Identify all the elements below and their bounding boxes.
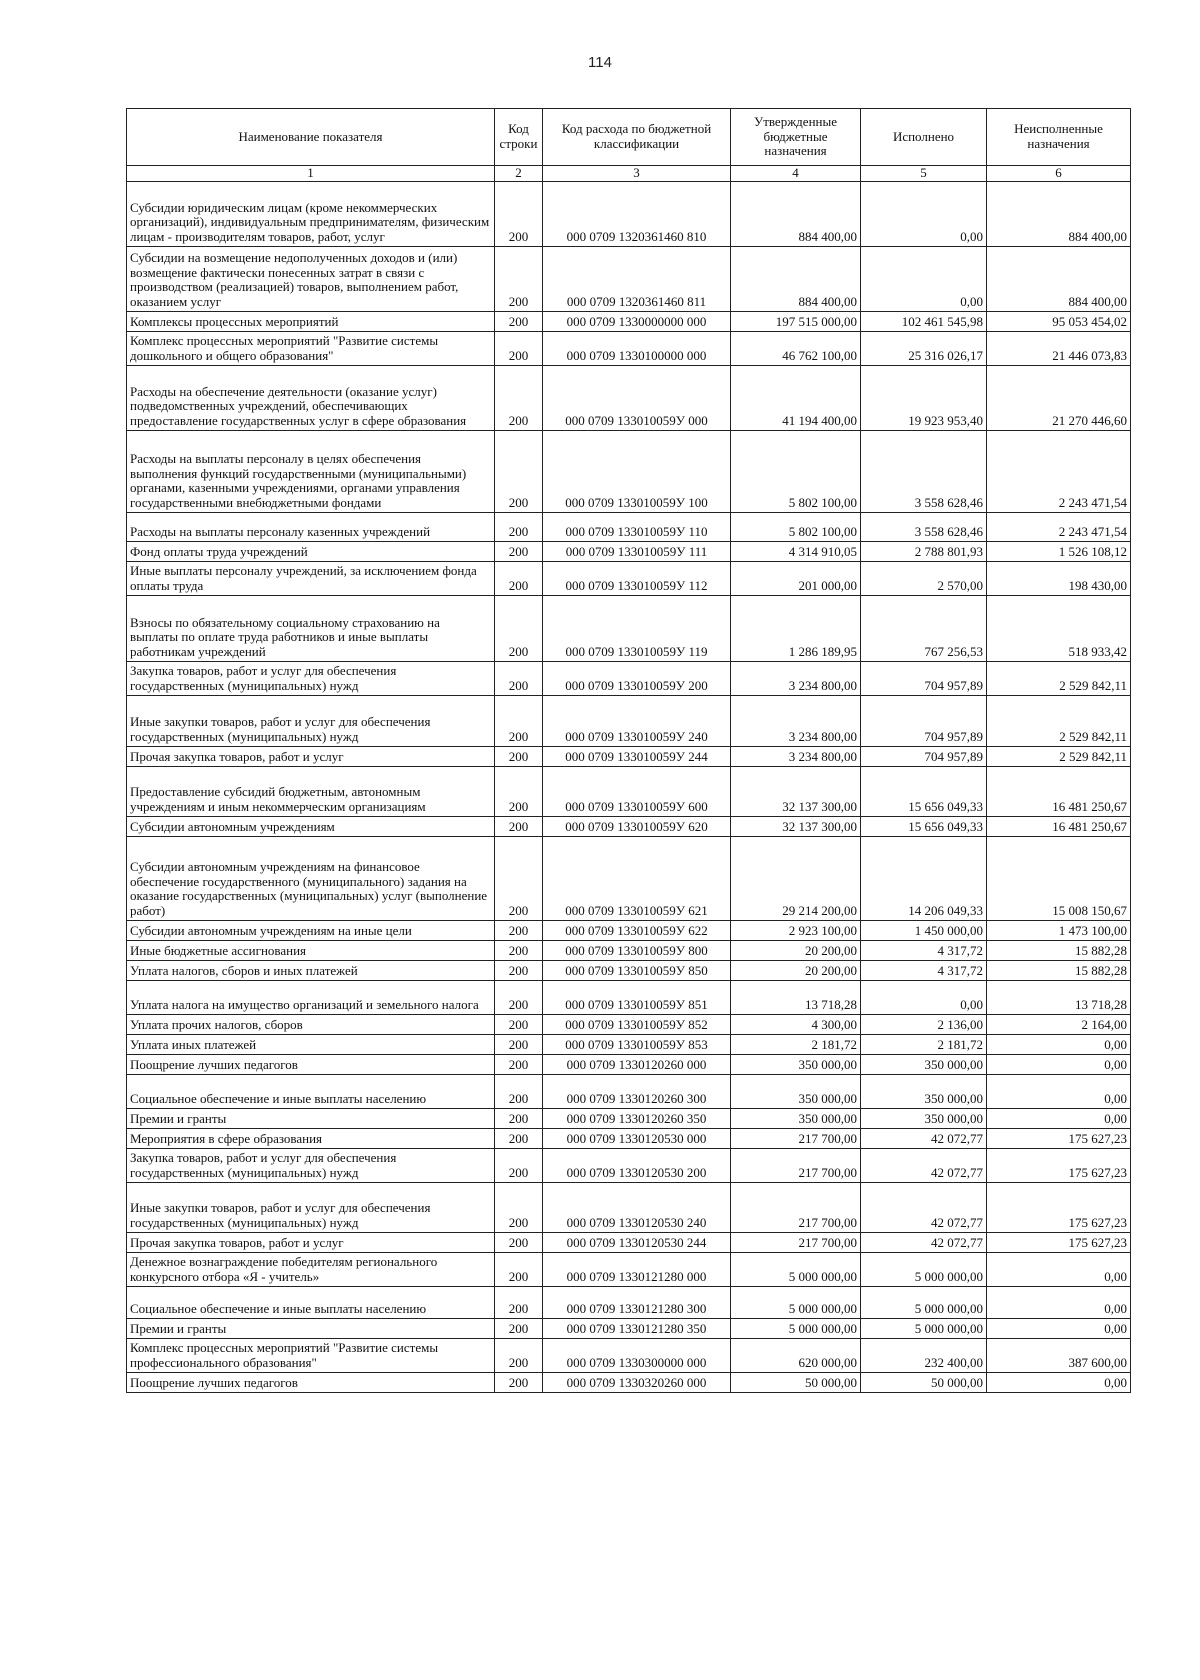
line-code-cell: 200	[495, 766, 543, 816]
table-row	[127, 695, 1131, 746]
column-number: 4	[731, 166, 861, 182]
executed-amount-cell: 50 000,00	[861, 1372, 987, 1392]
classification-code-cell: 000 0709 133010059У 622	[543, 920, 731, 940]
executed-amount-cell: 102 461 545,98	[861, 311, 987, 331]
indicator-name-cell: Субсидии автономным учреждениям на иные цели	[127, 920, 495, 940]
approved-amount-cell: 5 000 000,00	[731, 1252, 861, 1286]
header-indicator-name: Наименование показателя	[127, 109, 495, 166]
indicator-name-cell: Комплексы процессных мероприятий	[127, 311, 495, 331]
header-approved: Утвержденные бюджетные назначения	[731, 109, 861, 166]
table-row	[127, 365, 1131, 430]
approved-amount-cell: 4 300,00	[731, 1014, 861, 1034]
executed-amount-cell: 42 072,77	[861, 1182, 987, 1232]
unexecuted-amount-cell: 21 270 446,60	[987, 365, 1131, 430]
line-code-cell: 200	[495, 1318, 543, 1338]
indicator-name-cell: Субсидии на возмещение недополученных доходов и (или) возмещение фактически понесенных затрат в связи с производством (реализацией) товаров, выполнением работ, оказанием услуг	[127, 246, 495, 311]
header-executed: Исполнено	[861, 109, 987, 166]
line-code-cell: 200	[495, 661, 543, 695]
unexecuted-amount-cell: 0,00	[987, 1074, 1131, 1108]
line-code-cell: 200	[495, 311, 543, 331]
indicator-name-cell: Прочая закупка товаров, работ и услуг	[127, 1232, 495, 1252]
table-row	[127, 1128, 1131, 1148]
unexecuted-amount-cell: 387 600,00	[987, 1338, 1131, 1372]
line-code-cell: 200	[495, 1128, 543, 1148]
indicator-name-cell: Премии и гранты	[127, 1108, 495, 1128]
approved-amount-cell: 41 194 400,00	[731, 365, 861, 430]
executed-amount-cell: 2 136,00	[861, 1014, 987, 1034]
line-code-cell: 200	[495, 1054, 543, 1074]
executed-amount-cell: 2 570,00	[861, 561, 987, 595]
indicator-name-cell: Иные бюджетные ассигнования	[127, 940, 495, 960]
executed-amount-cell: 42 072,77	[861, 1232, 987, 1252]
classification-code-cell: 000 0709 1330300000 000	[543, 1338, 731, 1372]
classification-code-cell: 000 0709 133010059У 200	[543, 661, 731, 695]
approved-amount-cell: 217 700,00	[731, 1128, 861, 1148]
unexecuted-amount-cell: 15 882,28	[987, 940, 1131, 960]
table-row	[127, 1108, 1131, 1128]
indicator-name-cell: Расходы на выплаты персоналу казенных учреждений	[127, 512, 495, 541]
classification-code-cell: 000 0709 1330120530 240	[543, 1182, 731, 1232]
executed-amount-cell: 0,00	[861, 246, 987, 311]
indicator-name-cell: Уплата налога на имущество организаций и земельного налога	[127, 980, 495, 1014]
table-row	[127, 512, 1131, 541]
table-row	[127, 1232, 1131, 1252]
approved-amount-cell: 5 802 100,00	[731, 512, 861, 541]
executed-amount-cell: 350 000,00	[861, 1074, 987, 1108]
classification-code-cell: 000 0709 133010059У 111	[543, 541, 731, 561]
line-code-cell: 200	[495, 836, 543, 920]
table-row	[127, 1338, 1131, 1372]
classification-code-cell: 000 0709 133010059У 100	[543, 430, 731, 512]
approved-amount-cell: 620 000,00	[731, 1338, 861, 1372]
indicator-name-cell: Денежное вознаграждение победителям регионального конкурсного отбора «Я - учитель»	[127, 1252, 495, 1286]
executed-amount-cell: 1 450 000,00	[861, 920, 987, 940]
executed-amount-cell: 0,00	[861, 980, 987, 1014]
table-row	[127, 816, 1131, 836]
unexecuted-amount-cell: 0,00	[987, 1252, 1131, 1286]
approved-amount-cell: 3 234 800,00	[731, 695, 861, 746]
classification-code-cell: 000 0709 1330120260 300	[543, 1074, 731, 1108]
executed-amount-cell: 15 656 049,33	[861, 816, 987, 836]
executed-amount-cell: 232 400,00	[861, 1338, 987, 1372]
classification-code-cell: 000 0709 1320361460 810	[543, 181, 731, 246]
line-code-cell: 200	[495, 940, 543, 960]
classification-code-cell: 000 0709 133010059У 620	[543, 816, 731, 836]
table-row	[127, 1286, 1131, 1318]
classification-code-cell: 000 0709 1330121280 000	[543, 1252, 731, 1286]
unexecuted-amount-cell: 2 529 842,11	[987, 661, 1131, 695]
table-row	[127, 1372, 1131, 1392]
approved-amount-cell: 217 700,00	[731, 1232, 861, 1252]
indicator-name-cell: Комплекс процессных мероприятий "Развитие системы профессионального образования"	[127, 1338, 495, 1372]
table-row	[127, 746, 1131, 766]
classification-code-cell: 000 0709 1330121280 350	[543, 1318, 731, 1338]
unexecuted-amount-cell: 884 400,00	[987, 246, 1131, 311]
executed-amount-cell: 5 000 000,00	[861, 1252, 987, 1286]
indicator-name-cell: Субсидии автономным учреждениям на финансовое обеспечение государственного (муниципального) задания на оказание государственных (муниципальных) услуг (выполнение работ)	[127, 836, 495, 920]
column-number-row	[127, 166, 1131, 182]
indicator-name-cell: Субсидии автономным учреждениям	[127, 816, 495, 836]
line-code-cell: 200	[495, 430, 543, 512]
indicator-name-cell: Прочая закупка товаров, работ и услуг	[127, 746, 495, 766]
approved-amount-cell: 4 314 910,05	[731, 541, 861, 561]
executed-amount-cell: 25 316 026,17	[861, 331, 987, 365]
line-code-cell: 200	[495, 960, 543, 980]
header-line-code: Код строки	[495, 109, 543, 166]
table-row	[127, 920, 1131, 940]
indicator-name-cell: Закупка товаров, работ и услуг для обеспечения государственных (муниципальных) нужд	[127, 661, 495, 695]
approved-amount-cell: 32 137 300,00	[731, 816, 861, 836]
indicator-name-cell: Уплата прочих налогов, сборов	[127, 1014, 495, 1034]
indicator-name-cell: Взносы по обязательному социальному страхованию на выплаты по оплате труда работников и иные выплаты работникам учреждений	[127, 595, 495, 661]
classification-code-cell: 000 0709 133010059У 850	[543, 960, 731, 980]
executed-amount-cell: 4 317,72	[861, 960, 987, 980]
approved-amount-cell: 46 762 100,00	[731, 331, 861, 365]
classification-code-cell: 000 0709 133010059У 853	[543, 1034, 731, 1054]
unexecuted-amount-cell: 0,00	[987, 1054, 1131, 1074]
unexecuted-amount-cell: 175 627,23	[987, 1148, 1131, 1182]
unexecuted-amount-cell: 884 400,00	[987, 181, 1131, 246]
table-row	[127, 980, 1131, 1014]
approved-amount-cell: 217 700,00	[731, 1148, 861, 1182]
column-number: 6	[987, 166, 1131, 182]
classification-code-cell: 000 0709 1330121280 300	[543, 1286, 731, 1318]
indicator-name-cell: Расходы на обеспечение деятельности (оказание услуг) подведомственных учреждений, обеспечивающих предоставление государственных услуг в сфере образования	[127, 365, 495, 430]
line-code-cell: 200	[495, 816, 543, 836]
approved-amount-cell: 350 000,00	[731, 1108, 861, 1128]
line-code-cell: 200	[495, 920, 543, 940]
line-code-cell: 200	[495, 1148, 543, 1182]
classification-code-cell: 000 0709 1330000000 000	[543, 311, 731, 331]
approved-amount-cell: 29 214 200,00	[731, 836, 861, 920]
executed-amount-cell: 19 923 953,40	[861, 365, 987, 430]
line-code-cell: 200	[495, 1372, 543, 1392]
indicator-name-cell: Уплата налогов, сборов и иных платежей	[127, 960, 495, 980]
column-number: 1	[127, 166, 495, 182]
unexecuted-amount-cell: 95 053 454,02	[987, 311, 1131, 331]
unexecuted-amount-cell: 15 882,28	[987, 960, 1131, 980]
executed-amount-cell: 767 256,53	[861, 595, 987, 661]
unexecuted-amount-cell: 2 529 842,11	[987, 695, 1131, 746]
indicator-name-cell: Закупка товаров, работ и услуг для обеспечения государственных (муниципальных) нужд	[127, 1148, 495, 1182]
indicator-name-cell: Иные закупки товаров, работ и услуг для обеспечения государственных (муниципальных) нужд	[127, 695, 495, 746]
line-code-cell: 200	[495, 746, 543, 766]
table-row	[127, 331, 1131, 365]
approved-amount-cell: 1 286 189,95	[731, 595, 861, 661]
classification-code-cell: 000 0709 1330120530 000	[543, 1128, 731, 1148]
table-row	[127, 181, 1131, 246]
table-row	[127, 766, 1131, 816]
unexecuted-amount-cell: 2 243 471,54	[987, 512, 1131, 541]
classification-code-cell: 000 0709 133010059У 800	[543, 940, 731, 960]
approved-amount-cell: 884 400,00	[731, 181, 861, 246]
approved-amount-cell: 884 400,00	[731, 246, 861, 311]
approved-amount-cell: 32 137 300,00	[731, 766, 861, 816]
line-code-cell: 200	[495, 1338, 543, 1372]
line-code-cell: 200	[495, 181, 543, 246]
table-row	[127, 1034, 1131, 1054]
indicator-name-cell: Иные выплаты персоналу учреждений, за исключением фонда оплаты труда	[127, 561, 495, 595]
unexecuted-amount-cell: 518 933,42	[987, 595, 1131, 661]
table-row	[127, 1074, 1131, 1108]
unexecuted-amount-cell: 1 526 108,12	[987, 541, 1131, 561]
classification-code-cell: 000 0709 1330120530 200	[543, 1148, 731, 1182]
classification-code-cell: 000 0709 133010059У 000	[543, 365, 731, 430]
executed-amount-cell: 704 957,89	[861, 661, 987, 695]
executed-amount-cell: 15 656 049,33	[861, 766, 987, 816]
unexecuted-amount-cell: 0,00	[987, 1108, 1131, 1128]
line-code-cell: 200	[495, 365, 543, 430]
approved-amount-cell: 3 234 800,00	[731, 746, 861, 766]
line-code-cell: 200	[495, 246, 543, 311]
approved-amount-cell: 3 234 800,00	[731, 661, 861, 695]
approved-amount-cell: 13 718,28	[731, 980, 861, 1014]
indicator-name-cell: Поощрение лучших педагогов	[127, 1372, 495, 1392]
header-budget-classification: Код расхода по бюджетной классификации	[543, 109, 731, 166]
indicator-name-cell: Расходы на выплаты персоналу в целях обеспечения выполнения функций государственными (муниципальными) органами, казенными учреждениями, органами управления государственными внебюджетными фондами	[127, 430, 495, 512]
approved-amount-cell: 5 000 000,00	[731, 1318, 861, 1338]
classification-code-cell: 000 0709 1330120260 000	[543, 1054, 731, 1074]
unexecuted-amount-cell: 0,00	[987, 1286, 1131, 1318]
unexecuted-amount-cell: 0,00	[987, 1372, 1131, 1392]
executed-amount-cell: 704 957,89	[861, 695, 987, 746]
table-row	[127, 1182, 1131, 1232]
line-code-cell: 200	[495, 512, 543, 541]
page-number: 114	[588, 54, 612, 71]
table-row	[127, 661, 1131, 695]
indicator-name-cell: Субсидии юридическим лицам (кроме некоммерческих организаций), индивидуальным предпринимателям, физическим лицам - производителям товаров, работ, услуг	[127, 181, 495, 246]
executed-amount-cell: 42 072,77	[861, 1128, 987, 1148]
unexecuted-amount-cell: 21 446 073,83	[987, 331, 1131, 365]
approved-amount-cell: 50 000,00	[731, 1372, 861, 1392]
column-number: 2	[495, 166, 543, 182]
line-code-cell: 200	[495, 1034, 543, 1054]
unexecuted-amount-cell: 0,00	[987, 1034, 1131, 1054]
executed-amount-cell: 14 206 049,33	[861, 836, 987, 920]
column-number: 3	[543, 166, 731, 182]
unexecuted-amount-cell: 2 243 471,54	[987, 430, 1131, 512]
table-row	[127, 960, 1131, 980]
unexecuted-amount-cell: 16 481 250,67	[987, 816, 1131, 836]
table-header-row	[127, 109, 1131, 166]
approved-amount-cell: 5 000 000,00	[731, 1286, 861, 1318]
indicator-name-cell: Мероприятия в сфере образования	[127, 1128, 495, 1148]
classification-code-cell: 000 0709 1330100000 000	[543, 331, 731, 365]
table-row	[127, 1318, 1131, 1338]
approved-amount-cell: 20 200,00	[731, 940, 861, 960]
approved-amount-cell: 20 200,00	[731, 960, 861, 980]
header-unexecuted: Неисполненные назначения	[987, 109, 1131, 166]
unexecuted-amount-cell: 16 481 250,67	[987, 766, 1131, 816]
approved-amount-cell: 2 181,72	[731, 1034, 861, 1054]
unexecuted-amount-cell: 0,00	[987, 1318, 1131, 1338]
approved-amount-cell: 5 802 100,00	[731, 430, 861, 512]
approved-amount-cell: 217 700,00	[731, 1182, 861, 1232]
budget-execution-table	[126, 108, 1131, 1393]
indicator-name-cell: Уплата иных платежей	[127, 1034, 495, 1054]
classification-code-cell: 000 0709 1330320260 000	[543, 1372, 731, 1392]
unexecuted-amount-cell: 198 430,00	[987, 561, 1131, 595]
indicator-name-cell: Поощрение лучших педагогов	[127, 1054, 495, 1074]
indicator-name-cell: Фонд оплаты труда учреждений	[127, 541, 495, 561]
line-code-cell: 200	[495, 1108, 543, 1128]
line-code-cell: 200	[495, 561, 543, 595]
indicator-name-cell: Социальное обеспечение и иные выплаты населению	[127, 1074, 495, 1108]
table-row	[127, 246, 1131, 311]
table-row	[127, 1054, 1131, 1074]
unexecuted-amount-cell: 2 164,00	[987, 1014, 1131, 1034]
classification-code-cell: 000 0709 133010059У 851	[543, 980, 731, 1014]
line-code-cell: 200	[495, 1014, 543, 1034]
indicator-name-cell: Премии и гранты	[127, 1318, 495, 1338]
unexecuted-amount-cell: 13 718,28	[987, 980, 1131, 1014]
executed-amount-cell: 2 181,72	[861, 1034, 987, 1054]
line-code-cell: 200	[495, 1182, 543, 1232]
classification-code-cell: 000 0709 133010059У 112	[543, 561, 731, 595]
table-row	[127, 595, 1131, 661]
unexecuted-amount-cell: 175 627,23	[987, 1232, 1131, 1252]
indicator-name-cell: Социальное обеспечение и иные выплаты населению	[127, 1286, 495, 1318]
line-code-cell: 200	[495, 695, 543, 746]
column-number: 5	[861, 166, 987, 182]
classification-code-cell: 000 0709 133010059У 119	[543, 595, 731, 661]
executed-amount-cell: 704 957,89	[861, 746, 987, 766]
table-row	[127, 836, 1131, 920]
approved-amount-cell: 201 000,00	[731, 561, 861, 595]
line-code-cell: 200	[495, 1252, 543, 1286]
indicator-name-cell: Комплекс процессных мероприятий "Развитие системы дошкольного и общего образования"	[127, 331, 495, 365]
table-row	[127, 541, 1131, 561]
table-row	[127, 561, 1131, 595]
classification-code-cell: 000 0709 133010059У 110	[543, 512, 731, 541]
table-row	[127, 311, 1131, 331]
table-row	[127, 1148, 1131, 1182]
classification-code-cell: 000 0709 1330120530 244	[543, 1232, 731, 1252]
classification-code-cell: 000 0709 133010059У 240	[543, 695, 731, 746]
line-code-cell: 200	[495, 595, 543, 661]
executed-amount-cell: 3 558 628,46	[861, 512, 987, 541]
table-row	[127, 1252, 1131, 1286]
unexecuted-amount-cell: 1 473 100,00	[987, 920, 1131, 940]
approved-amount-cell: 350 000,00	[731, 1054, 861, 1074]
executed-amount-cell: 42 072,77	[861, 1148, 987, 1182]
classification-code-cell: 000 0709 133010059У 852	[543, 1014, 731, 1034]
executed-amount-cell: 5 000 000,00	[861, 1318, 987, 1338]
table-row	[127, 940, 1131, 960]
unexecuted-amount-cell: 2 529 842,11	[987, 746, 1131, 766]
indicator-name-cell: Предоставление субсидий бюджетным, автономным учреждениям и иным некоммерческим организациям	[127, 766, 495, 816]
line-code-cell: 200	[495, 980, 543, 1014]
classification-code-cell: 000 0709 1320361460 811	[543, 246, 731, 311]
classification-code-cell: 000 0709 133010059У 600	[543, 766, 731, 816]
unexecuted-amount-cell: 175 627,23	[987, 1128, 1131, 1148]
executed-amount-cell: 0,00	[861, 181, 987, 246]
approved-amount-cell: 350 000,00	[731, 1074, 861, 1108]
unexecuted-amount-cell: 15 008 150,67	[987, 836, 1131, 920]
line-code-cell: 200	[495, 1232, 543, 1252]
executed-amount-cell: 350 000,00	[861, 1108, 987, 1128]
approved-amount-cell: 197 515 000,00	[731, 311, 861, 331]
indicator-name-cell: Иные закупки товаров, работ и услуг для обеспечения государственных (муниципальных) нужд	[127, 1182, 495, 1232]
table-row	[127, 430, 1131, 512]
executed-amount-cell: 2 788 801,93	[861, 541, 987, 561]
executed-amount-cell: 350 000,00	[861, 1054, 987, 1074]
line-code-cell: 200	[495, 1074, 543, 1108]
line-code-cell: 200	[495, 1286, 543, 1318]
table-row	[127, 1014, 1131, 1034]
line-code-cell: 200	[495, 331, 543, 365]
classification-code-cell: 000 0709 133010059У 244	[543, 746, 731, 766]
unexecuted-amount-cell: 175 627,23	[987, 1182, 1131, 1232]
executed-amount-cell: 3 558 628,46	[861, 430, 987, 512]
executed-amount-cell: 4 317,72	[861, 940, 987, 960]
line-code-cell: 200	[495, 541, 543, 561]
classification-code-cell: 000 0709 133010059У 621	[543, 836, 731, 920]
classification-code-cell: 000 0709 1330120260 350	[543, 1108, 731, 1128]
table-body	[127, 181, 1131, 1392]
executed-amount-cell: 5 000 000,00	[861, 1286, 987, 1318]
approved-amount-cell: 2 923 100,00	[731, 920, 861, 940]
